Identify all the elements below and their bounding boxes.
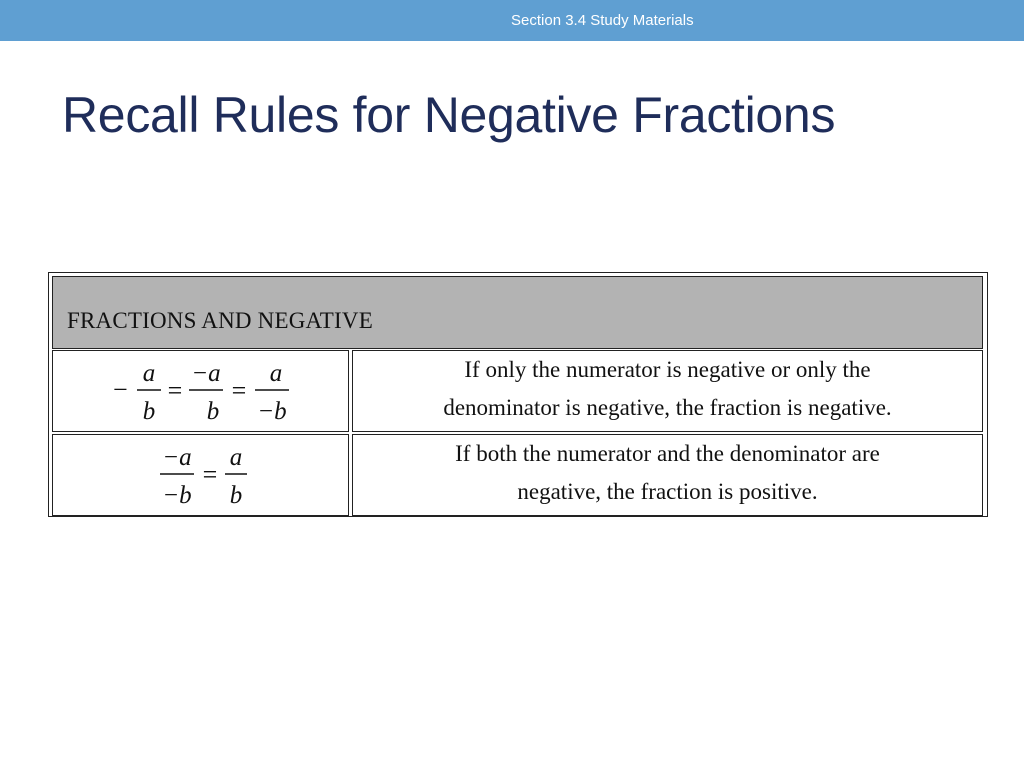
formula-cell-2 — [52, 434, 349, 516]
formula-1-term-1-denominator: b — [142, 398, 156, 425]
table-header-cell — [52, 276, 983, 349]
formula-1-term-2-denominator: b — [206, 398, 220, 425]
formula-2-term-1-numerator: −a — [162, 444, 192, 471]
formula-1-term-2-numerator: −a — [191, 360, 221, 387]
slide-title: Recall Rules for Negative Fractions — [62, 87, 836, 143]
table-header-text: FRACTIONS AND NEGATIVE — [67, 308, 373, 333]
formula-1-equals-1: = — [167, 376, 183, 405]
description-2 — [353, 435, 982, 511]
section-label: Section 3.4 Study Materials — [511, 12, 694, 29]
formula-1-lead-sign: − — [113, 375, 128, 404]
formula-1 — [53, 351, 350, 433]
description-cell-2 — [352, 434, 983, 516]
formula-2-term-2-denominator: b — [229, 482, 243, 509]
top-bar — [0, 0, 1024, 41]
formula-1-term-3-numerator: a — [269, 360, 283, 387]
description-2-line-1: If both the numerator and the denominator are — [455, 441, 880, 466]
formula-2-equals: = — [202, 460, 218, 489]
formula-1-term-3-denominator: −b — [257, 398, 287, 425]
rules-table — [48, 272, 988, 517]
description-1-line-2: denominator is negative, the fraction is negative. — [443, 395, 892, 420]
description-2-line-2: negative, the fraction is positive. — [517, 479, 818, 504]
description-1 — [353, 351, 982, 427]
formula-1-term-1-numerator: a — [142, 360, 156, 387]
formula-cell-1 — [52, 350, 349, 432]
description-cell-1 — [352, 350, 983, 432]
formula-1-equals-2: = — [231, 376, 247, 405]
formula-2-term-2-numerator: a — [229, 444, 243, 471]
formula-2-term-1-denominator: −b — [162, 482, 192, 509]
formula-2 — [53, 435, 350, 517]
description-1-line-1: If only the numerator is negative or only the — [464, 357, 871, 382]
